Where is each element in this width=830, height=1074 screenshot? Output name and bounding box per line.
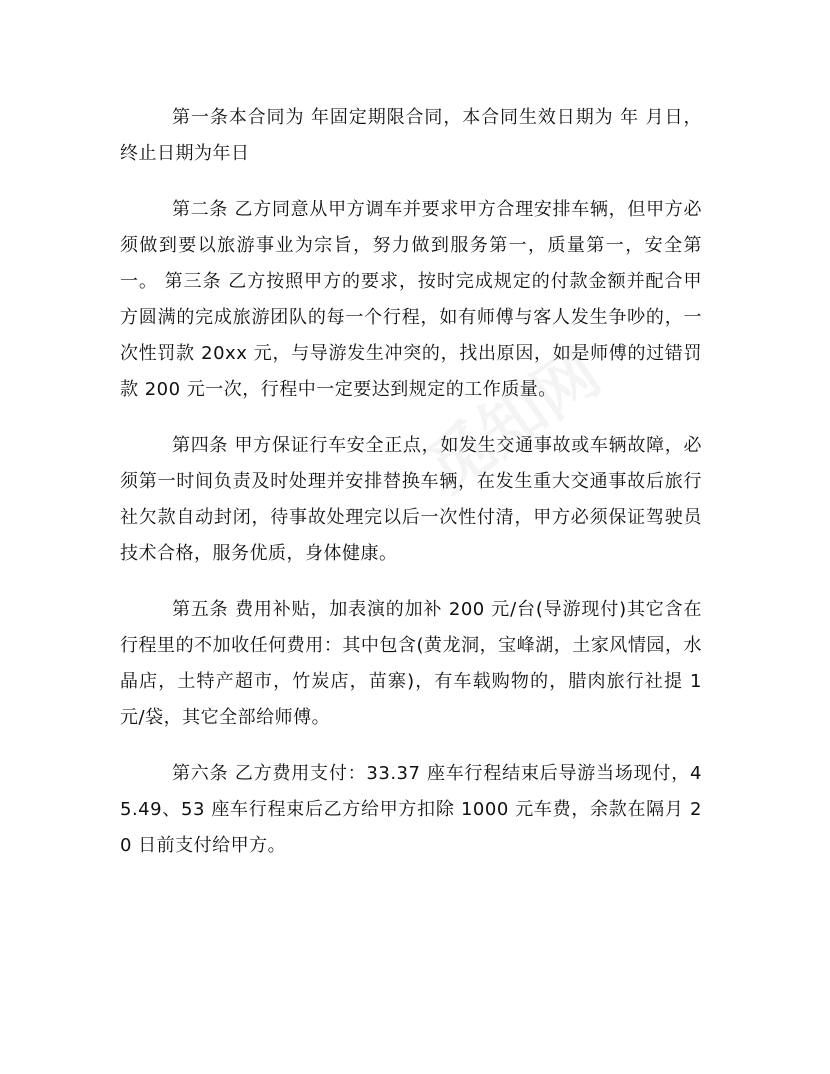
clause-2-3-paragraph: 第二条 乙方同意从甲方调车并要求甲方合理安排车辆，但甲方必须做到要以旅游事业为宗旨，努力做到服务第一，质量第一，安全第一。 第三条 乙方按照甲方的要求，按时完成规定的付款金额并配合甲方圆满的完成旅游团队的每一个行程，如有师傅与客人发生争吵的，一次性罚款 20xx 元，与导游发生冲突的，找出原因，如是师傅的过错罚款 200 元一次，行程中一定要达到规定的工作质量。 <box>120 199 702 400</box>
clause-5-paragraph: 第五条 费用补贴，加表演的加补 200 元/台(导游现付)其它含在行程里的不加收任何费用：其中包含(黄龙洞，宝峰湖，土家风情园，水晶店，土特产超市，竹炭店，苗寨)，有车载购物的，腊肉旅行社提 1 元/袋，其它全部给师傅。 <box>120 599 702 728</box>
clause-1-paragraph: 第一条本合同为 年固定期限合同，本合同生效日期为 年 月日，终止日期为年日 <box>120 107 702 164</box>
document-body <box>120 100 702 884</box>
clause-6-paragraph: 第六条 乙方费用支付：33.37 座车行程结束后导游当场现付，45.49、53 座车行程束后乙方给甲方扣除 1000 元车费，余款在隔月 20 日前支付给甲方。 <box>120 763 702 856</box>
clause-4-paragraph: 第四条 甲方保证行车安全正点，如发生交通事故或车辆故障，必须第一时间负责及时处理并安排替换车辆，在发生重大交通事故后旅行社欠款自动封闭，待事故处理完以后一次性付清，甲方必须保证驾驶员技术合格，服务优质，身体健康。 <box>120 435 702 564</box>
